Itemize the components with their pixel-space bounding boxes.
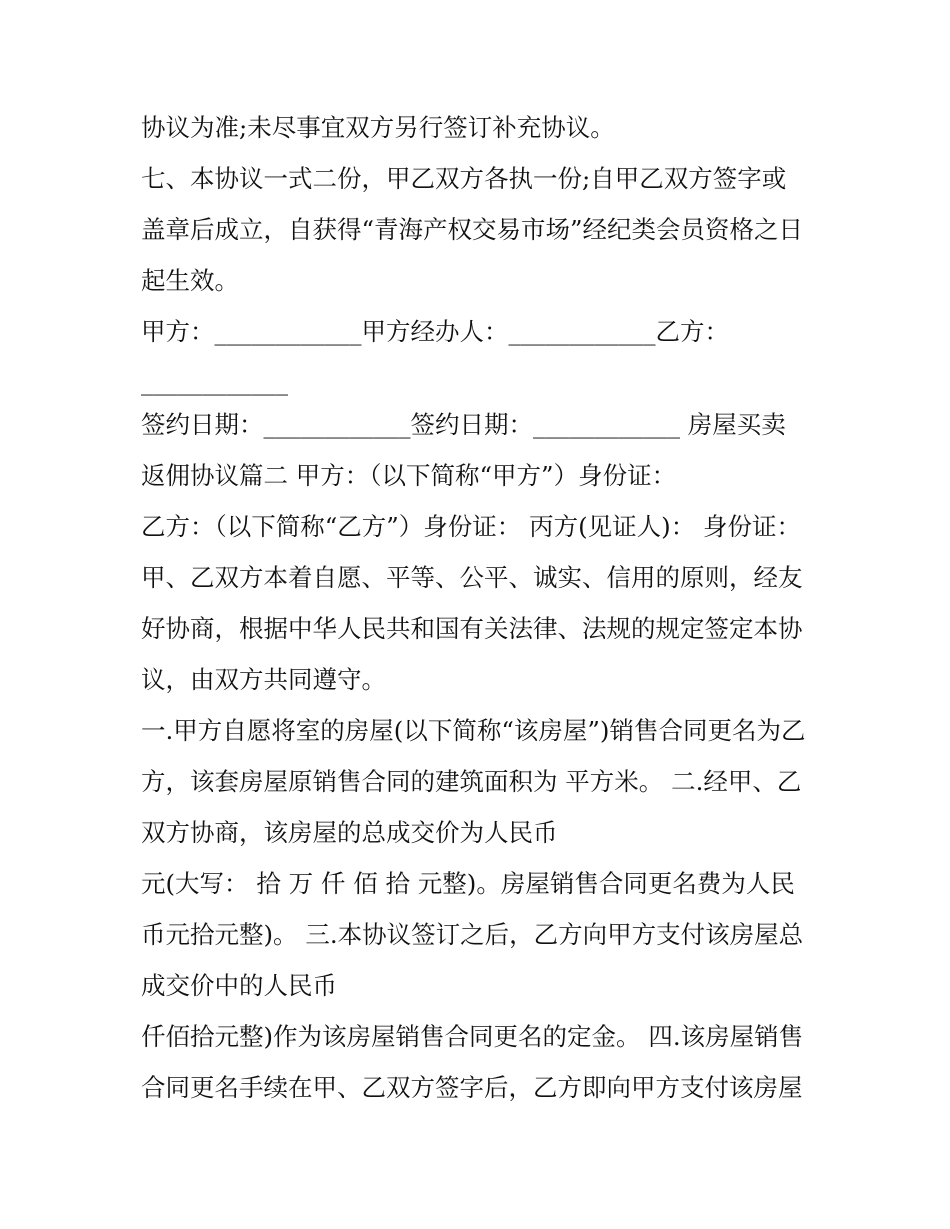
text-line: 合同更名手续在甲、乙双方签字后，乙方即向甲方支付该房屋 xyxy=(141,1073,803,1102)
text-line: 盖章后成立，自获得“青海产权交易市场”经纪类会员资格之日 xyxy=(141,215,804,244)
text-line: 好协商，根据中华人民共和国有关法律、法规的规定签定本协 xyxy=(141,614,803,643)
text-line: 议，由双方共同遵守。 xyxy=(141,665,386,694)
date-line: 签约日期：____________签约日期：____________ 房屋买卖 xyxy=(141,410,786,439)
text-line: 甲、乙双方本着自愿、平等、公平、诚实、信用的原则，经友 xyxy=(141,563,803,592)
signature-line: ____________ xyxy=(141,367,288,396)
text-line: 成交价中的人民币 xyxy=(141,971,337,1000)
text-line: 币元拾元整)。 三.本协议签订之后，乙方向甲方支付该房屋总 xyxy=(141,920,804,949)
signature-line: 甲方：____________甲方经办人：____________乙方： xyxy=(141,317,729,346)
text-line: 元(大写： 拾 万 仟 佰 拾 元整)。房屋销售合同更名费为人民 xyxy=(141,869,795,898)
text-line: 七、本协议一式二份，甲乙双方各执一份;自甲乙双方签字或 xyxy=(141,164,787,193)
text-line: 返佣协议篇二 甲方：（以下简称“甲方”）身份证： xyxy=(141,461,677,490)
text-line: 起生效。 xyxy=(141,266,239,295)
text-line: 仟佰拾元整)作为该房屋销售合同更名的定金。 四.该房屋销售 xyxy=(141,1022,804,1051)
text-line: 一.甲方自愿将室的房屋(以下简称“该房屋”)销售合同更名为乙 xyxy=(141,716,806,745)
text-line: 协议为准;未尽事宜双方另行签订补充协议。 xyxy=(141,113,615,142)
text-line: 乙方：（以下简称“乙方”）身份证： 丙方(见证人)： 身份证： xyxy=(141,512,801,541)
text-line: 方，该套房屋原销售合同的建筑面积为 平方米。 二.经甲、乙 xyxy=(141,767,802,796)
text-line: 双方协商，该房屋的总成交价为人民币 xyxy=(141,818,558,847)
